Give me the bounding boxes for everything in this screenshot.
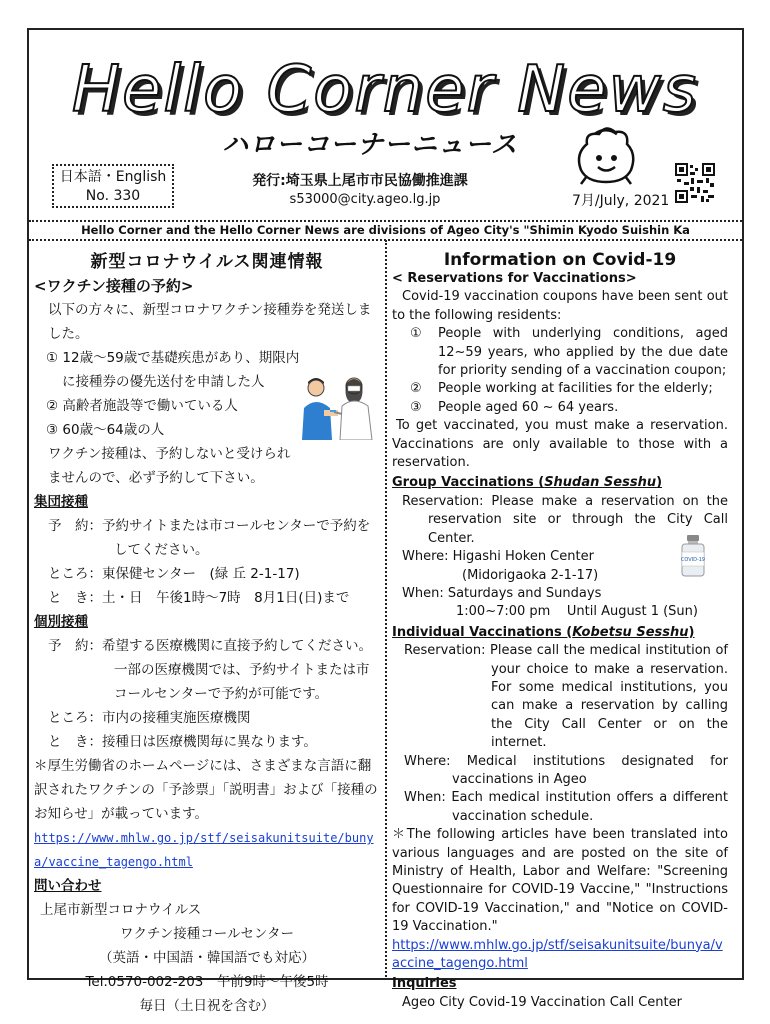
en-mhlw-link[interactable]: https://www.mhlw.go.jp/stf/seisakunitsuite/bunya/vaccine_tagengo.html xyxy=(392,937,723,972)
newsletter-title-kana: ハローコーナーニュース xyxy=(222,130,518,160)
en-individual-title: Individual Vaccinations (Kobetsu Sesshu) xyxy=(392,624,695,640)
divisions-note: Hello Corner and the Hello Corner News are divisions of Ageo City's "Shimin Kyodo Suishin Ka xyxy=(29,220,742,240)
en-list-item: ① People with underlying conditions, aged 12~59 years, who applied by the due date for priority sending of a vaccination coupon; xyxy=(410,326,728,379)
contact-email: s53000@city.ageo.lg.jp xyxy=(289,192,441,207)
en-intro: Covid-19 vaccination coupons have been sent out to the following residents: xyxy=(392,289,728,323)
en-inquiries-line: Ageo City Covid-19 Vaccination Call Center xyxy=(402,994,682,1010)
jp-group-time: と き：土・日 午後1時～7時 8月1日(日)まで xyxy=(48,590,350,606)
jp-list-item: ① 12歳～59歳で基礎疾患があり、期限内に接種券の優先送付を申請した人 xyxy=(46,350,300,390)
en-group-where-address: (Midorigaoka 2-1-17) xyxy=(462,567,599,583)
vaccine-vial-illustration xyxy=(678,534,708,578)
jp-heading: 新型コロナウイルス関連情報 xyxy=(90,252,324,272)
en-individual-reserve: Reservation: Please call the medical institution of your choice to make a reservation. For some medical institutions, you can make a reservation by calling the City Call Center or on the internet. xyxy=(404,643,728,751)
jp-contact-line: ワクチン接種コールセンター xyxy=(119,926,294,942)
vial-label: COVID-19 xyxy=(680,557,706,563)
mascot-illustration xyxy=(573,124,639,186)
en-group-reserve: Reservation: Please make a reservation on the reservation site or through the City Call Center. xyxy=(402,493,728,546)
en-heading: Information on Covid-19 xyxy=(443,250,677,270)
jp-group-reserve: 予 約：予約サイトまたは市コールセンターで予約をしてください。 xyxy=(48,518,371,558)
jp-contact-phone: Tel.0570-002-203 午前9時～午後5時 xyxy=(85,974,329,990)
jp-individual-place: ところ：市内の接種実施医療機関 xyxy=(48,710,251,726)
japanese-column xyxy=(34,250,380,1018)
jp-contact-title: 問い合わせ xyxy=(34,878,102,894)
jp-contact-line: 上尾市新型コロナウイルス xyxy=(40,902,202,918)
jp-group-title: 集団接種 xyxy=(34,494,88,510)
jp-individual-title: 個別接種 xyxy=(34,614,88,630)
jp-individual-time: と き：接種日は医療機関毎に異なります。 xyxy=(48,734,317,750)
newsletter-title: Hello Corner News xyxy=(71,53,699,127)
column-divider xyxy=(385,240,387,980)
en-group-where: Where: Higashi Hoken Center xyxy=(402,549,594,565)
en-list-item: ③ People aged 60 ~ 64 years. xyxy=(410,399,619,415)
jp-group-place: ところ：東保健センター (緑 丘 2-1-17) xyxy=(48,566,300,582)
en-mhlw-note: ＊The following articles have been translated into various languages and are posted on the site of Ministry of Health, Labor and Welfare: "Screening Questionnaire for COVID-19 Vaccine," "Instructions for COVID-19 Vaccination," and "Notice on COVID-19 Vaccination." xyxy=(392,827,728,935)
en-group-when: When: Saturdays and Sundays xyxy=(402,585,602,601)
qr-code-icon[interactable] xyxy=(675,163,715,203)
jp-list-item: ③ 60歳～64歳の人 xyxy=(46,422,165,438)
publisher: 発行:埼玉県上尾市市民協働推進課 xyxy=(252,173,468,189)
en-group-title: Group Vaccinations (Shudan Sesshu) xyxy=(392,475,663,491)
vaccination-illustration xyxy=(294,374,378,440)
issue-date: 7月/July, 2021 xyxy=(572,193,670,209)
en-group-when-hours: 1:00~7:00 pm Until August 1 (Sun) xyxy=(456,604,698,620)
en-inquiries-title: Inquiries xyxy=(392,976,457,992)
language-issue-box xyxy=(52,164,174,208)
jp-contact-line: 毎日（土日祝を含む） xyxy=(139,998,275,1014)
jp-contact-line: （英語・中国語・韓国語でも対応） xyxy=(99,950,315,966)
jp-must-reserve: ワクチン接種は、予約しないと受けられませんので、必ず予約して下さい。 xyxy=(48,446,291,486)
english-column xyxy=(392,250,728,1012)
en-sub-heading: < Reservations for Vaccinations> xyxy=(392,271,637,286)
en-list-item: ② People working at facilities for the elderly; xyxy=(410,381,713,397)
en-must-reserve: To get vaccinated, you must make a reservation. Vaccinations are only available to those with a reservation. xyxy=(392,418,728,471)
jp-mhlw-note: ＊厚生労働省のホームページには、さまざまな言語に翻訳されたワクチンの「予診票」「説明書」および「接種のお知らせ」が載っています。 xyxy=(34,758,378,822)
jp-intro: 以下の方々に、新型コロナワクチン接種券を発送しました。 xyxy=(48,302,372,342)
en-individual-when: When: Each medical institution offers a different vaccination schedule. xyxy=(404,790,728,824)
issue-number: No. 330 xyxy=(85,188,141,204)
jp-list-item: ② 高齢者施設等で働いている人 xyxy=(46,398,238,414)
languages-label: 日本語・English xyxy=(59,169,167,185)
en-individual-where: Where: Medical institutions designated for vaccinations in Ageo xyxy=(404,753,728,787)
jp-mhlw-link[interactable]: https://www.mhlw.go.jp/stf/seisakunitsuite/bunya/vaccine_tagengo.html xyxy=(34,831,374,869)
jp-sub-heading: <ワクチン接種の予約> xyxy=(34,277,194,295)
jp-individual-reserve: 予 約：希望する医療機関に直接予約してください。一部の医療機関では、予約サイトまたは市コールセンターで予約が可能です。 xyxy=(48,638,372,702)
